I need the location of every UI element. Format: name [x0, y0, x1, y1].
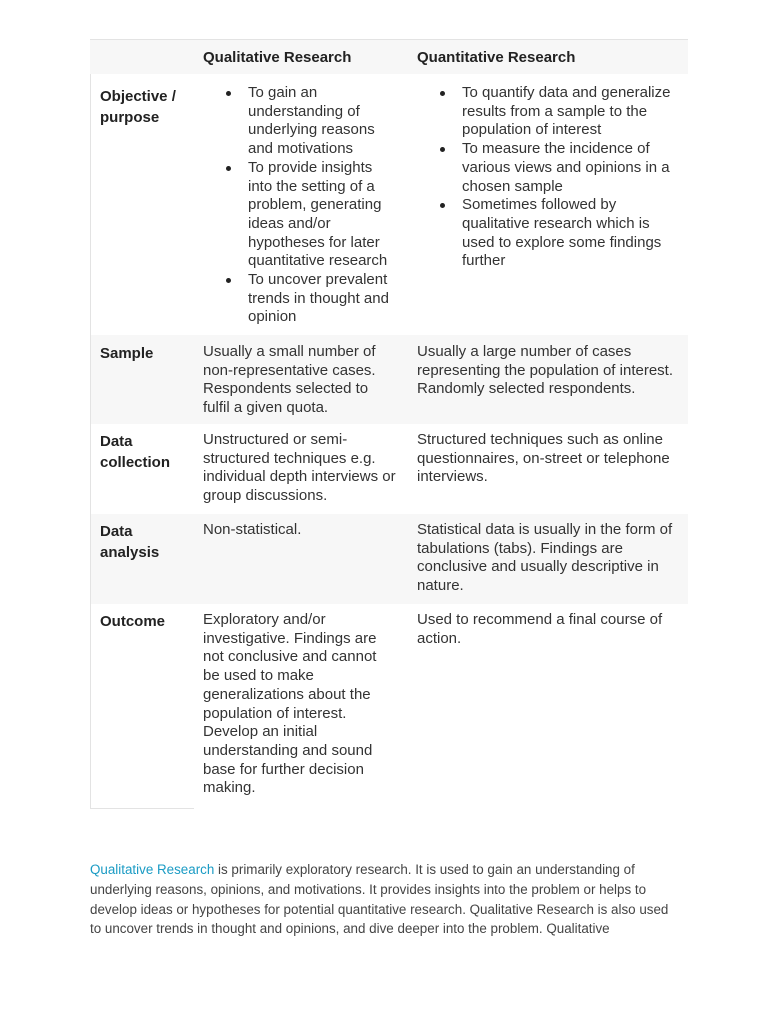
paragraph-text: is primarily exploratory research. It is used to gain an understanding of underlying reasons, opinions, and motivations. It provides insights into the problem or helps to develop ideas or hypotheses for potential quantitative research. Qualitative Research is also used to uncover trends in thought and opinions, and dive deeper into the problem. Qualitative — [90, 862, 669, 937]
header-cell-empty — [90, 40, 194, 74]
quantitative-cell — [401, 74, 688, 335]
table-row-objective — [90, 74, 688, 335]
header-qualitative: Qualitative Research — [203, 49, 352, 66]
row-label: Data collection — [90, 424, 194, 514]
row-label: Outcome — [90, 604, 194, 809]
list-item: To measure the incidence of various views and opinions in a chosen sample — [417, 140, 682, 196]
bullet-list — [203, 84, 397, 327]
quantitative-cell: Usually a large number of cases representing the population of interest. Randomly selected respondents. — [417, 343, 674, 398]
qualitative-cell — [194, 74, 401, 335]
quantitative-cell: Used to recommend a final course of action. — [417, 611, 663, 647]
row-label: Data analysis — [90, 514, 194, 604]
list-item: Sometimes followed by qualitative research which is used to explore some findings further — [417, 196, 682, 271]
qualitative-cell: Unstructured or semi-structured techniques e.g. individual depth interviews or group discussions. — [203, 431, 396, 505]
table-header-row — [90, 40, 688, 74]
list-item: To uncover prevalent trends in thought and opinion — [203, 271, 397, 327]
qualitative-cell: Usually a small number of non-representative cases. Respondents selected to fulfil a given quota. — [203, 343, 376, 417]
table-row-data-collection — [90, 424, 688, 514]
qualitative-cell: Exploratory and/or investigative. Findings are not conclusive and cannot be used to make generalizations about the population of interest. Develop an initial understanding and sound base for further decision making. — [203, 611, 377, 797]
list-item: To gain an understanding of underlying reasons and motivations — [203, 84, 397, 159]
table-row-data-analysis — [90, 514, 688, 604]
comparison-table — [90, 39, 688, 809]
qualitative-research-link[interactable]: Qualitative Research — [90, 862, 215, 877]
body-paragraph — [90, 860, 680, 939]
header-quantitative: Quantitative Research — [417, 49, 576, 66]
table-row-outcome — [90, 604, 688, 809]
row-label: Sample — [90, 335, 194, 424]
qualitative-cell: Non-statistical. — [203, 521, 302, 538]
quantitative-cell: Statistical data is usually in the form of tabulations (tabs). Findings are conclusive and usually descriptive in nature. — [417, 521, 673, 595]
bullet-list — [417, 84, 682, 271]
row-label: Objective / purpose — [90, 74, 194, 335]
list-item: To provide insights into the setting of a problem, generating ideas and/or hypotheses for later quantitative research — [203, 159, 397, 271]
quantitative-cell: Structured techniques such as online questionnaires, on-street or telephone interviews. — [417, 431, 670, 486]
list-item: To quantify data and generalize results from a sample to the population of interest — [417, 84, 682, 140]
table-row-sample — [90, 335, 688, 424]
